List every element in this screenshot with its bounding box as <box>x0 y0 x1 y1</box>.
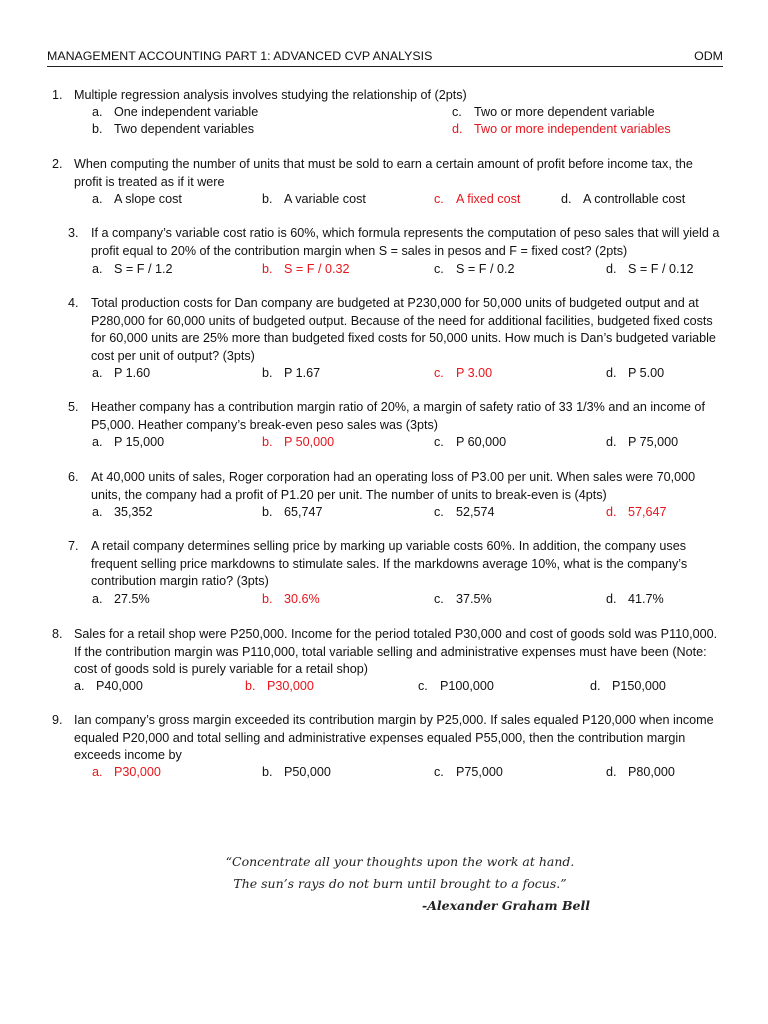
option-3c: c. S = F / 0.2 <box>434 262 515 276</box>
option-3b-answer: b. S = F / 0.32 <box>262 262 350 276</box>
option-7b-answer: b. 30.6% <box>262 592 320 606</box>
option-8b-answer: b. P30,000 <box>245 679 314 693</box>
quote-line-1: “Concentrate all your thoughts upon the work at hand. <box>225 854 575 869</box>
option-8d: d. P150,000 <box>590 679 666 693</box>
question-number: 5. <box>68 400 79 414</box>
option-8a: a. P40,000 <box>74 679 143 693</box>
question-text: When computing the number of units that must be sold to earn a certain amount of profit before income tax, the profit is treated as if it were <box>74 157 693 189</box>
option-2b: b. A variable cost <box>262 192 366 206</box>
option-5a: a. P 15,000 <box>92 435 165 449</box>
option-7c: c. 37.5% <box>434 592 492 606</box>
question-number: 6. <box>68 470 79 484</box>
option-5b-answer: b. P 50,000 <box>262 435 335 449</box>
option-9a-answer: a. P30,000 <box>92 765 161 779</box>
question-number: 1. <box>52 88 63 102</box>
option-4d: d. P 5.00 <box>606 366 665 380</box>
question-text: Heather company has a contribution margin ratio of 20%, a margin of safety ratio of 33 1/3% and an income of P5,000. Heather company’s break-even peso sales was (3pts) <box>91 400 705 432</box>
option-7d: d. 41.7% <box>606 592 664 606</box>
option-6c: c. 52,574 <box>434 505 495 519</box>
question-text: Sales for a retail shop were P250,000. Income for the period totaled P30,000 and cost of goods sold was P110,000. If the contribution margin was P110,000, total variable selling and administrative expenses must have been (Note: cost of goods sold is purely variable for a retail shop) <box>74 627 718 676</box>
option-4a: a. P 1.60 <box>92 366 151 380</box>
option-2c-answer: c. A fixed cost <box>434 192 521 206</box>
option-9b: b. P50,000 <box>262 765 331 779</box>
option-7a: a. 27.5% <box>92 592 150 606</box>
option-3d: d. S = F / 0.12 <box>606 262 694 276</box>
option-8c: c. P100,000 <box>418 679 494 693</box>
option-6d-answer: d. 57,647 <box>606 505 667 519</box>
option-2a: a. A slope cost <box>92 192 182 206</box>
quote-line-2: The sun’s rays do not burn until brought to a focus.” <box>233 876 567 891</box>
question-text: Multiple regression analysis involves studying the relationship of (2pts) <box>74 88 467 102</box>
option-1c: c. Two or more dependent variable <box>452 105 655 119</box>
option-1a: a. One independent variable <box>92 105 259 119</box>
question-text: Ian company’s gross margin exceeded its contribution margin by P25,000. If sales equaled P120,000 when income equaled P20,000 and total selling and administrative expenses equaled P55,000, then the contribution margin exceeds income by <box>74 713 714 762</box>
question-text: If a company’s variable cost ratio is 60%, which formula represents the computation of peso sales that will yield a profit equal to 20% of the contribution margin when S = sales in pesos and F = fixed cost? (2pts) <box>91 226 720 258</box>
option-9d: d. P80,000 <box>606 765 675 779</box>
question-number: 8. <box>52 627 63 641</box>
question-number: 2. <box>52 157 63 171</box>
page-header <box>47 49 723 67</box>
question-number: 9. <box>52 713 63 727</box>
option-1d-answer: d. Two or more independent variables <box>452 122 671 136</box>
question-text: Total production costs for Dan company are budgeted at P230,000 for 50,000 units of budgeted output and at P280,000 for 60,000 units of budgeted output. Because of the need for additional facilities, budgeted fixed costs for 60,000 units are 25% more than budgeted fixed costs for 50,000 units. How much is Dan’s budgeted variable cost per unit of output? (3pts) <box>91 296 716 363</box>
header-initials: ODM <box>694 49 723 63</box>
option-4b: b. P 1.67 <box>262 366 321 380</box>
option-4c-answer: c. P 3.00 <box>434 366 493 380</box>
question-text: A retail company determines selling price by marking up variable costs 60%. In addition, the company uses frequent selling price markdowns to stimulate sales. If the markdowns average 10%, what is the company’s contribution margin ratio? (3pts) <box>91 539 688 588</box>
option-6a: a. 35,352 <box>92 505 153 519</box>
option-5d: d. P 75,000 <box>606 435 679 449</box>
question-number: 3. <box>68 226 79 240</box>
option-9c: c. P75,000 <box>434 765 503 779</box>
question-text: At 40,000 units of sales, Roger corporation had an operating loss of P3.00 per unit. When sales were 70,000 units, the company had a profit of P1.20 per unit. The number of units to break-even is (4pts) <box>91 470 696 502</box>
question-number: 7. <box>68 539 79 553</box>
option-1b: b. Two dependent variables <box>92 122 255 136</box>
option-5c: c. P 60,000 <box>434 435 507 449</box>
option-2d: d. A controllable cost <box>561 192 686 206</box>
question-number: 4. <box>68 296 79 310</box>
quote-author: -Alexander Graham Bell <box>422 898 590 913</box>
motivational-quote <box>150 851 650 913</box>
header-title: MANAGEMENT ACCOUNTING PART 1: ADVANCED CVP ANALYSIS <box>47 49 433 63</box>
option-3a: a. S = F / 1.2 <box>92 262 173 276</box>
option-6b: b. 65,747 <box>262 505 323 519</box>
